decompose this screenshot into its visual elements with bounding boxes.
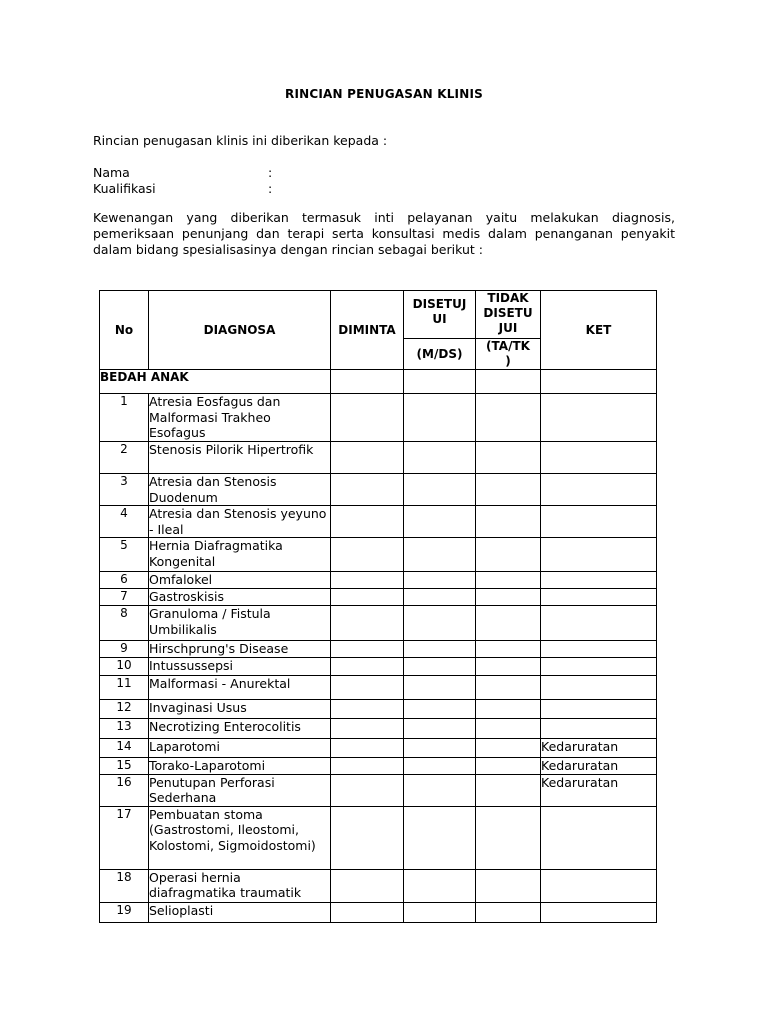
cell-no: 8 <box>100 606 149 641</box>
cell-no: 4 <box>100 506 149 538</box>
header-disetujui-sub: (M/DS) <box>404 339 476 370</box>
cell-no: 11 <box>100 675 149 699</box>
cell-diagnosa: Hirschprung's Disease <box>149 641 331 658</box>
cell-diminta <box>331 806 404 869</box>
table-row <box>100 442 657 474</box>
cell-diagnosa: Laparotomi <box>149 738 331 757</box>
cell-tidak-disetujui <box>476 718 541 738</box>
cell-no: 19 <box>100 902 149 922</box>
cell-diagnosa: Omfalokel <box>149 572 331 589</box>
cell-ket <box>541 902 657 922</box>
cell-diminta <box>331 474 404 506</box>
intro-text: Rincian penugasan klinis ini diberikan kepada : <box>93 133 388 148</box>
cell-tidak-disetujui <box>476 606 541 641</box>
section-label: BEDAH ANAK <box>100 370 331 394</box>
cell-no: 15 <box>100 757 149 774</box>
cell-diminta <box>331 902 404 922</box>
cell-diminta <box>331 774 404 806</box>
cell-disetujui <box>404 774 476 806</box>
table-body <box>100 370 657 923</box>
cell-disetujui <box>404 589 476 606</box>
cell-diminta <box>331 738 404 757</box>
section-row <box>100 370 657 394</box>
cell-ket <box>541 718 657 738</box>
cell-disetujui <box>404 738 476 757</box>
cell-no: 2 <box>100 442 149 474</box>
cell-tidak-disetujui <box>476 572 541 589</box>
cell-ket <box>541 657 657 675</box>
cell-tidak-disetujui <box>476 699 541 718</box>
cell-diminta <box>331 394 404 442</box>
cell-diminta <box>331 718 404 738</box>
header-no: No <box>100 291 149 370</box>
cell-disetujui <box>404 806 476 869</box>
cell-diagnosa: Gastroskisis <box>149 589 331 606</box>
cell-no: 14 <box>100 738 149 757</box>
cell-diminta <box>331 757 404 774</box>
cell-tidak-disetujui <box>476 738 541 757</box>
header-disetujui-label: DISETUJ UI <box>412 297 467 326</box>
cell-disetujui <box>404 394 476 442</box>
table-row <box>100 757 657 774</box>
table-row <box>100 738 657 757</box>
cell-ket <box>541 589 657 606</box>
cell-disetujui <box>404 657 476 675</box>
cell-diagnosa: Malformasi - Anurektal <box>149 675 331 699</box>
cell-ket: Kedaruratan <box>541 738 657 757</box>
cell-ket <box>541 474 657 506</box>
cell-disetujui <box>404 442 476 474</box>
cell-diagnosa: Selioplasti <box>149 902 331 922</box>
cell-diagnosa: Hernia Diafragmatika Kongenital <box>149 538 331 572</box>
field-colon: : <box>268 165 273 180</box>
header-tidak-sub <box>476 339 541 370</box>
table-row <box>100 506 657 538</box>
cell-disetujui <box>404 572 476 589</box>
header-tidak-disetujui <box>476 291 541 339</box>
cell-diminta <box>331 572 404 589</box>
cell-tidak-disetujui <box>476 774 541 806</box>
cell-ket <box>541 869 657 902</box>
cell-disetujui <box>404 757 476 774</box>
table-row <box>100 774 657 806</box>
cell-no: 1 <box>100 394 149 442</box>
cell-ket <box>541 641 657 658</box>
cell-diminta <box>331 641 404 658</box>
cell-disetujui <box>404 506 476 538</box>
document-title: RINCIAN PENUGASAN KLINIS <box>285 87 483 101</box>
table-row <box>100 538 657 572</box>
table-row <box>100 869 657 902</box>
cell-disetujui <box>404 869 476 902</box>
cell-diminta <box>331 589 404 606</box>
cell-ket: Kedaruratan <box>541 774 657 806</box>
cell-no: 9 <box>100 641 149 658</box>
cell-diminta <box>331 538 404 572</box>
cell-no: 3 <box>100 474 149 506</box>
field-colon: : <box>268 181 273 196</box>
cell-disetujui <box>404 474 476 506</box>
cell-no: 17 <box>100 806 149 869</box>
field-label: Kualifikasi <box>93 181 156 196</box>
table-row <box>100 675 657 699</box>
cell-diagnosa: Penutupan Perforasi Sederhana <box>149 774 331 806</box>
header-tidak-label: TIDAK DISETU JUI <box>483 291 533 335</box>
table-row <box>100 589 657 606</box>
cell-ket <box>541 370 657 394</box>
cell-tidak <box>476 370 541 394</box>
cell-diminta <box>331 869 404 902</box>
header-diminta: DIMINTA <box>331 291 404 370</box>
cell-ket <box>541 538 657 572</box>
table-row <box>100 657 657 675</box>
cell-disetujui <box>404 538 476 572</box>
cell-disetujui <box>404 370 476 394</box>
table-row <box>100 718 657 738</box>
cell-diminta <box>331 370 404 394</box>
table-row <box>100 641 657 658</box>
cell-disetujui <box>404 606 476 641</box>
cell-tidak-disetujui <box>476 757 541 774</box>
cell-disetujui <box>404 699 476 718</box>
cell-diagnosa: Pembuatan stoma (Gastrostomi, Ileostomi, Kolostomi, Sigmoidostomi) <box>149 806 331 869</box>
cell-tidak-disetujui <box>476 474 541 506</box>
cell-no: 5 <box>100 538 149 572</box>
table-row <box>100 699 657 718</box>
header-diagnosa: DIAGNOSA <box>149 291 331 370</box>
cell-disetujui <box>404 641 476 658</box>
cell-diagnosa: Torako-Laparotomi <box>149 757 331 774</box>
cell-disetujui <box>404 718 476 738</box>
cell-diagnosa: Granuloma / Fistula Umbilikalis <box>149 606 331 641</box>
table-row <box>100 606 657 641</box>
cell-no: 12 <box>100 699 149 718</box>
cell-ket <box>541 394 657 442</box>
cell-tidak-disetujui <box>476 641 541 658</box>
cell-tidak-disetujui <box>476 589 541 606</box>
authority-paragraph: Kewenangan yang diberikan termasuk inti pelayanan yaitu melakukan diagnosis, pemeriksaan penunjang dan terapi serta konsultasi medis dalam penanganan penyakit dalam bidang spesialisasinya dengan rincian sebagai berikut : <box>93 210 675 257</box>
cell-ket <box>541 506 657 538</box>
cell-ket <box>541 606 657 641</box>
field-nama <box>93 165 273 180</box>
cell-no: 6 <box>100 572 149 589</box>
cell-diminta <box>331 675 404 699</box>
cell-diminta <box>331 657 404 675</box>
cell-tidak-disetujui <box>476 394 541 442</box>
table-row <box>100 572 657 589</box>
cell-diminta <box>331 506 404 538</box>
cell-tidak-disetujui <box>476 657 541 675</box>
cell-diagnosa: Atresia dan Stenosis Duodenum <box>149 474 331 506</box>
cell-disetujui <box>404 902 476 922</box>
cell-no: 16 <box>100 774 149 806</box>
cell-diagnosa: Necrotizing Enterocolitis <box>149 718 331 738</box>
cell-disetujui <box>404 675 476 699</box>
cell-tidak-disetujui <box>476 675 541 699</box>
cell-diminta <box>331 699 404 718</box>
cell-tidak-disetujui <box>476 506 541 538</box>
header-ket: KET <box>541 291 657 370</box>
cell-no: 18 <box>100 869 149 902</box>
table-row <box>100 394 657 442</box>
cell-ket <box>541 806 657 869</box>
table-row <box>100 474 657 506</box>
field-label: Nama <box>93 165 130 180</box>
cell-ket <box>541 442 657 474</box>
cell-diminta <box>331 442 404 474</box>
cell-tidak-disetujui <box>476 538 541 572</box>
cell-diagnosa: Atresia dan Stenosis yeyuno - Ileal <box>149 506 331 538</box>
cell-ket: Kedaruratan <box>541 757 657 774</box>
cell-tidak-disetujui <box>476 869 541 902</box>
cell-diagnosa: Intussussepsi <box>149 657 331 675</box>
table-row <box>100 902 657 922</box>
cell-tidak-disetujui <box>476 902 541 922</box>
cell-diagnosa: Invaginasi Usus <box>149 699 331 718</box>
cell-diagnosa: Stenosis Pilorik Hipertrofik <box>149 442 331 474</box>
cell-ket <box>541 572 657 589</box>
cell-diagnosa: Atresia Eosfagus dan Malformasi Trakheo Esofagus <box>149 394 331 442</box>
field-kualifikasi <box>93 181 273 196</box>
clinical-privilege-table <box>99 290 657 923</box>
header-disetujui <box>404 291 476 339</box>
cell-diagnosa: Operasi hernia diafragmatika traumatik <box>149 869 331 902</box>
header-tidak-sub-label: (TA/TK ) <box>486 339 530 368</box>
cell-ket <box>541 675 657 699</box>
cell-tidak-disetujui <box>476 442 541 474</box>
cell-no: 13 <box>100 718 149 738</box>
cell-diminta <box>331 606 404 641</box>
table-row <box>100 806 657 869</box>
cell-tidak-disetujui <box>476 806 541 869</box>
cell-ket <box>541 699 657 718</box>
cell-no: 7 <box>100 589 149 606</box>
cell-no: 10 <box>100 657 149 675</box>
